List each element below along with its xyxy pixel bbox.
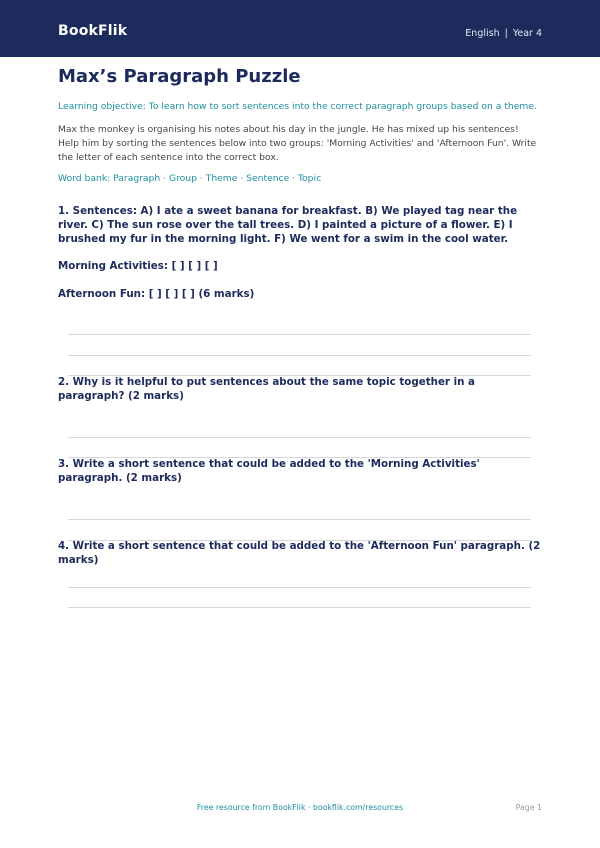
question-1-text: 1. Sentences: A) I ate a sweet banana for breakfast. B) We played tag near the river. C) The sun rose over the tall trees. D) I painted a picture of a flower. E) I brushed my fur in the morning light. F) We went for a swim in the cool water. xyxy=(58,205,518,245)
question-3-text: 3. Write a short sentence that could be added to the 'Morning Activities' paragraph. (2 marks) xyxy=(58,458,480,484)
page-header xyxy=(0,0,600,57)
answer-line[interactable] xyxy=(68,437,531,438)
answer-line[interactable] xyxy=(68,607,531,608)
learning-objective: Learning objective: To learn how to sort sentences into the correct paragraph groups based on a theme. xyxy=(58,101,537,112)
answer-line[interactable] xyxy=(68,334,531,335)
intro-text: Max the monkey is organising his notes about his day in the jungle. He has mixed up his sentences! Help him by sorting the sentences below into two groups: 'Morning Activities' and 'Afternoon Fun'. Write the letter of each sentence into the correct box. xyxy=(58,124,537,163)
year-label: Year 4 xyxy=(512,28,542,39)
meta-separator: | xyxy=(504,28,508,39)
question-2-text: 2. Why is it helpful to put sentences about the same topic together in a paragraph? (2 marks) xyxy=(58,376,475,402)
word-bank: Word bank: Paragraph · Group · Theme · Sentence · Topic xyxy=(58,173,322,184)
answer-line[interactable] xyxy=(68,587,531,588)
answer-line[interactable] xyxy=(68,355,531,356)
subject-label: English xyxy=(465,28,500,39)
worksheet-content xyxy=(58,66,542,185)
afternoon-fun-boxes[interactable]: Afternoon Fun: [ ] [ ] [ ] (6 marks) xyxy=(58,288,255,300)
answer-line[interactable] xyxy=(68,519,531,520)
brand-logo: BookFlik xyxy=(58,23,128,39)
page-number: Page 1 xyxy=(515,803,542,812)
footer-link[interactable]: Free resource from BookFlik · bookflik.com/resources xyxy=(196,803,404,812)
question-4-text: 4. Write a short sentence that could be added to the 'Afternoon Fun' paragraph. (2 marks) xyxy=(58,540,541,566)
header-meta xyxy=(465,28,542,39)
morning-activities-boxes[interactable]: Morning Activities: [ ] [ ] [ ] xyxy=(58,260,218,272)
page-title: Max’s Paragraph Puzzle xyxy=(58,66,301,87)
